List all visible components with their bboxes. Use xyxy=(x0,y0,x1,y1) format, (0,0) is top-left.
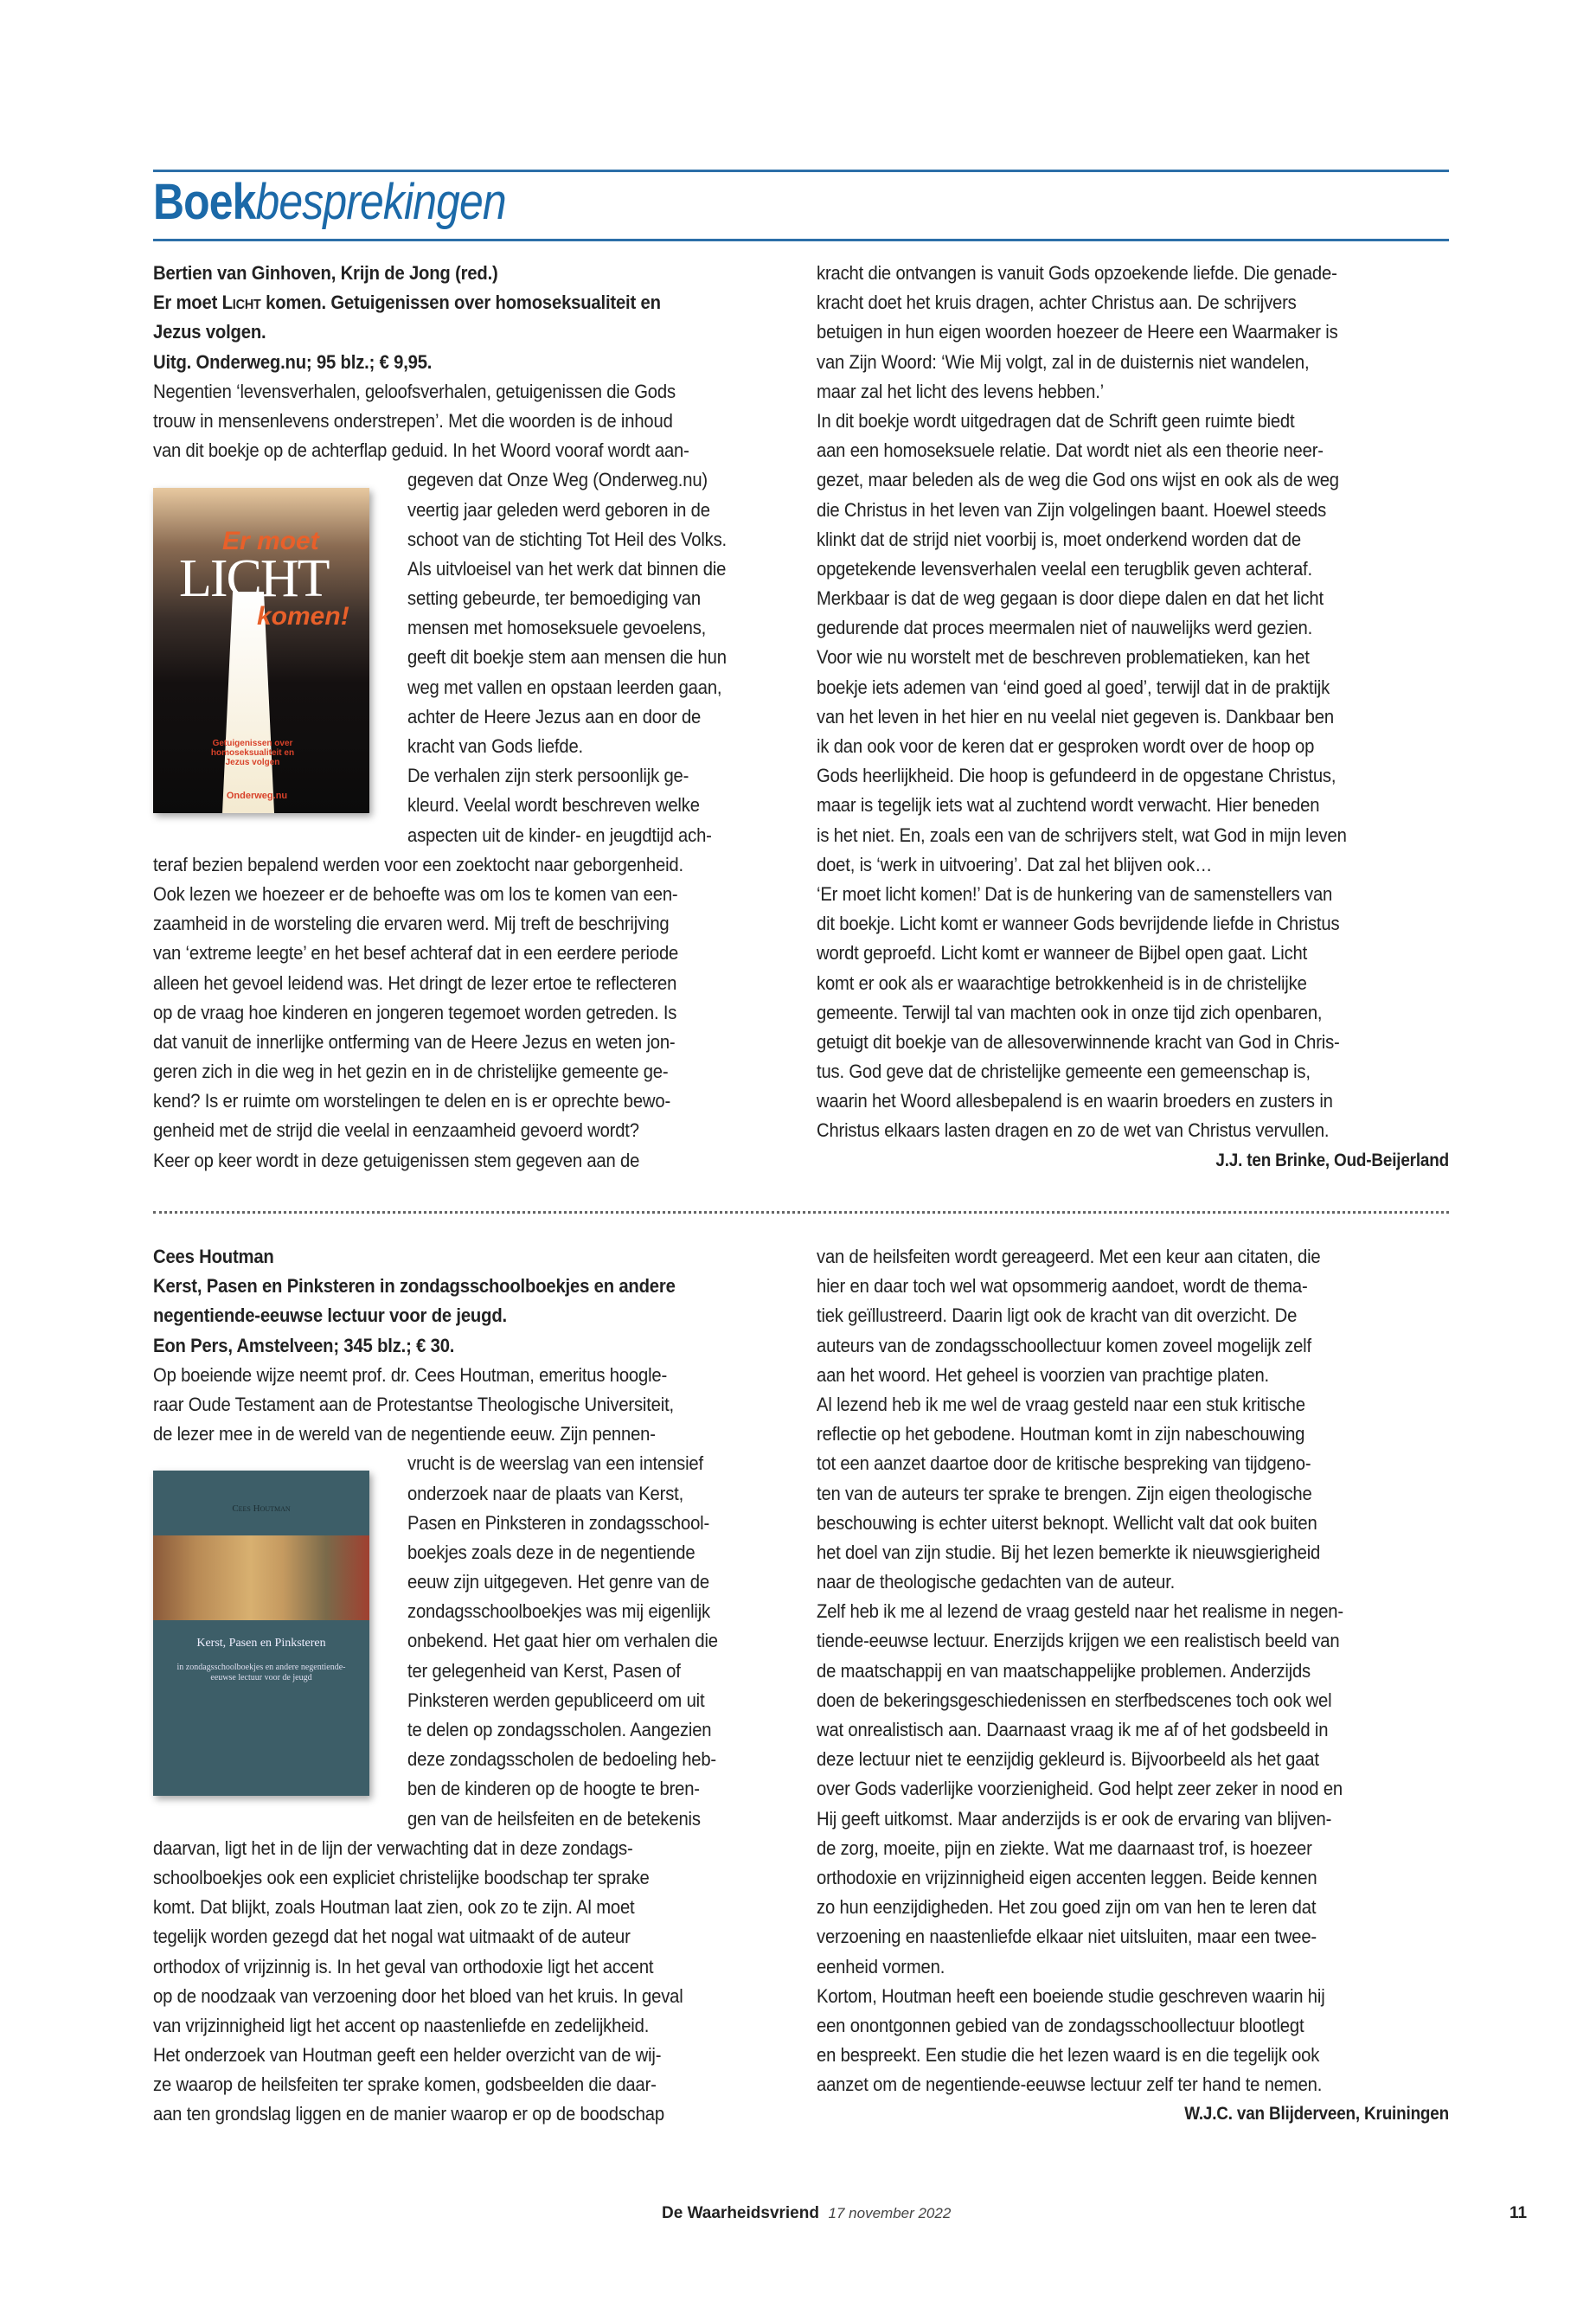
text-line: over Gods vaderlijke voorzienigheid. God helpt zeer zeker in nood en xyxy=(817,1778,1343,1800)
text-line: aan een homoseksuele relatie. Dat wordt niet als een theorie neer- xyxy=(817,439,1324,462)
text-line: gedurende dat proces meermalen niet of nauwelijks werd gezien. xyxy=(817,617,1313,639)
text-line: kracht die ontvangen is vanuit Gods opzoekende liefde. Die genade- xyxy=(817,262,1337,284)
text-line: kleurd. Veelal wordt beschreven welke xyxy=(407,794,700,817)
text-line: dit boekje. Licht komt er wanneer Gods bevrijdende liefde in Christus xyxy=(817,913,1340,935)
text-line: eeuw zijn uitgegeven. Het genre van de xyxy=(407,1571,709,1593)
cover-subtitle: Getuigenissen over homoseksualiteit en Jezus volgen xyxy=(210,739,295,767)
text-line: de maatschappij en van maatschappelijke problemen. Anderzijds xyxy=(817,1659,1311,1682)
text-line: aan het woord. Het geheel is voorzien van prachtige platen. xyxy=(817,1363,1269,1386)
text-line: van het leven in het hier en nu veelal niet gegeven is. Dankbaar ben xyxy=(817,705,1334,727)
text-line: veertig jaar geleden werd geboren in de xyxy=(407,498,710,521)
text-line: Christus elkaars lasten dragen en zo de wet van Christus vervullen. xyxy=(817,1119,1330,1142)
text-line: die Christus in het leven van Zijn volgelingen baant. Hoewel steeds xyxy=(817,498,1327,521)
text-line: Merkbaar is dat de weg gegaan is door diepe dalen en dat het licht xyxy=(817,587,1324,610)
text-line: Negentien ‘levensverhalen, geloofsverhalen, getuigenissen die Gods xyxy=(153,380,676,402)
text-line: maar zal het licht des levens hebben.’ xyxy=(817,380,1104,402)
review-body-continued xyxy=(817,1242,1457,2099)
text-line: opgetekende levensverhalen veelal een terugblik geven achteraf. xyxy=(817,557,1312,580)
text-line: kend? Is er ruimte om worstelingen te delen en is er oprechte bewo- xyxy=(153,1090,671,1112)
text-line: geren zich in die weg in het gezin en in de christelijke gemeente ge- xyxy=(153,1061,669,1083)
cover-text: LICHT xyxy=(179,549,329,608)
text-line: raar Oude Testament aan de Protestantse Theologische Universiteit, xyxy=(153,1393,674,1415)
text-line: gen van de heilsfeiten en de betekenis xyxy=(407,1807,701,1830)
cover-author: Cees Houtman xyxy=(232,1503,291,1514)
text-line: aan ten grondslag liggen en de manier waarop er op de boodschap xyxy=(153,2103,664,2125)
text-line: orthodoxie en vrijzinnigheid eigen accenten leggen. Beide kennen xyxy=(817,1866,1317,1888)
text-line: reflectie op het gebodene. Houtman komt in zijn nabeschouwing xyxy=(817,1423,1305,1445)
text-line: de lezer mee in de wereld van de negentiende eeuw. Zijn pennen- xyxy=(153,1423,656,1445)
review-publisher: Uitg. Onderweg.nu; 95 blz.; € 9,95. xyxy=(153,350,433,373)
text-line: deze zondagsscholen de bedoeling heb- xyxy=(407,1748,717,1771)
text-line: beschouwing is echter uiterst beknopt. Wellicht valt dat ook buiten xyxy=(817,1511,1317,1534)
text-line: van Zijn Woord: ‘Wie Mij volgt, zal in de duisternis niet wandelen, xyxy=(817,350,1310,373)
review-author: Bertien van Ginhoven, Krijn de Jong (red.) xyxy=(153,262,498,284)
text-line: te delen op zondagsscholen. Aangezien xyxy=(407,1719,712,1740)
text-line: auteurs van de zondagsschoollectuur komen zoveel mogelijk zelf xyxy=(817,1334,1311,1356)
text-line: tiek geïllustreerd. Daarin ligt ook de kracht van dit overzicht. De xyxy=(817,1304,1298,1327)
book-cover-er-moet-licht-komen xyxy=(153,488,369,813)
text-line: onbekend. Het gaat hier om verhalen die xyxy=(407,1630,718,1652)
text-line: De verhalen zijn sterk persoonlijk ge- xyxy=(407,765,689,787)
review-1-right-column xyxy=(817,259,1457,1176)
text-line: op de vraag hoe kinderen en jongeren tegemoet worden getreden. Is xyxy=(153,1001,677,1023)
text-line: de zorg, moeite, pijn en ziekte. Wat me daarnaast trof, is hoezeer xyxy=(817,1836,1312,1859)
text-line: hier en daar toch wel wat opsommerig aandoet, wordt de thema- xyxy=(817,1275,1308,1298)
text-line: genheid met de strijd die veelal in eenzaamheid gevoerd wordt? xyxy=(153,1119,639,1142)
text-line: schoot van de stichting Tot Heil des Volks. xyxy=(407,528,727,550)
text-line: ze waarop de heilsfeiten ter sprake komen, godsbeelden die daar- xyxy=(153,2073,657,2096)
text-line: deze lectuur niet te eenzijdig gekleurd is. Bijvoorbeeld als het gaat xyxy=(817,1748,1319,1771)
text-line: van de heilsfeiten wordt gereageerd. Met een keur aan citaten, die xyxy=(817,1246,1321,1267)
text-line: dat vanuit de innerlijke ontferming van de Heere Jezus en weten jon- xyxy=(153,1030,676,1053)
text-line: en bespreekt. Een studie die het lezen waard is en die tegelijk ook xyxy=(817,2044,1320,2067)
text-line: Op boeiende wijze neemt prof. dr. Cees Houtman, emeritus hoogle- xyxy=(153,1363,668,1386)
cover-illustration xyxy=(153,1535,369,1620)
cover-subtitle: in zondagsschoolboekjes en andere negentiende-eeuwse lectuur voor de jeugd xyxy=(176,1663,346,1682)
review-body-continued xyxy=(817,259,1457,1146)
text-line: Hij geeft uitkomst. Maar anderzijds is er ook de ervaring van blijven- xyxy=(817,1807,1332,1830)
text-line: schoolboekjes ook een expliciet christelijke boodschap ter sprake xyxy=(153,1866,650,1888)
cover-publisher: Onderweg.nu xyxy=(226,791,288,801)
page-title xyxy=(153,173,506,231)
text-line: Gods heerlijkheid. Die hoop is gefundeerd in de opgestane Christus, xyxy=(817,765,1336,787)
cover-text: Er moet xyxy=(222,527,319,555)
text-line: aanzet om de negentiende-eeuwse lectuur zelf ter hand te nemen. xyxy=(817,2073,1323,2096)
text-line: ben de kinderen op de hoogte te bren- xyxy=(407,1778,700,1800)
review-separator xyxy=(153,1211,1449,1214)
text-line: klinkt dat de strijd niet voorbij is, moet onderkend worden dat de xyxy=(817,528,1301,550)
text-line: ik dan ook voor de keren dat er gesproken wordt over de hoop op xyxy=(817,735,1315,757)
text-line: zondagsschoolboekjes was mij eigenlijk xyxy=(407,1600,710,1623)
text-line: vrucht is de weerslag van een intensief xyxy=(407,1452,703,1475)
text-line: Pinksteren werden gepubliceerd om uit xyxy=(407,1689,705,1711)
header-rule-bottom xyxy=(153,239,1449,241)
text-line: achter de Heere Jezus aan en door de xyxy=(407,705,702,727)
page-number: 11 xyxy=(1509,2204,1528,2222)
text-line: komt er ook als er waarachtige betrokkenheid is in de christelijke xyxy=(817,971,1307,994)
text-line: van vrijzinnigheid ligt het accent op naastenliefde en zedelijkheid. xyxy=(153,2014,650,2036)
text-line: Pasen en Pinksteren in zondagsschool- xyxy=(407,1511,710,1534)
title-bold: Boek xyxy=(153,174,256,230)
text-line: Kortom, Houtman heeft een boeiende studie geschreven waarin hij xyxy=(817,1984,1325,2007)
title-italic: besprekingen xyxy=(255,174,506,230)
text-line: van dit boekje op de achterflap geduid. In het Woord vooraf wordt aan- xyxy=(153,439,689,462)
text-line: setting gebeurde, ter bemoediging van xyxy=(407,587,701,610)
review-2-right-column xyxy=(817,1242,1457,2130)
text-line: tiende-eeuwse lectuur. Enerzijds krijgen we een realistisch beeld van xyxy=(817,1630,1340,1652)
text-line: alleen het gevoel leidend was. Het dringt de lezer ertoe te reflecteren xyxy=(153,971,677,994)
text-line: boekje iets ademen van ‘eind goed al goed’, terwijl dat in de praktijk xyxy=(817,676,1330,698)
cover-text: komen! xyxy=(257,602,349,631)
text-line: weg met vallen en opstaan leerden gaan, xyxy=(407,676,722,698)
text-line: kracht van Gods liefde. xyxy=(407,735,583,757)
text-line: naar de theologische gedachten van de auteur. xyxy=(817,1571,1176,1593)
publication-date: 17 november 2022 xyxy=(828,2205,952,2221)
text-line: betuigen in hun eigen woorden hoezeer de Heere een Waarmaker is xyxy=(817,321,1338,343)
text-line: van ‘extreme leegte’ en het besef achteraf dat in een eerdere periode xyxy=(153,942,679,965)
header-rule-top xyxy=(153,170,1449,172)
text-line: komt. Dat blijkt, zoals Houtman laat zien, ook zo te zijn. Al moet xyxy=(153,1896,635,1919)
text-line: zo hun eenzijdigheden. Het zou goed zijn om van hen te leren dat xyxy=(817,1896,1317,1919)
text-line: onderzoek naar de plaats van Kerst, xyxy=(407,1482,684,1504)
text-line: tot een aanzet daartoe door de kritische bespreking van tijdgeno- xyxy=(817,1452,1311,1475)
footer xyxy=(662,2204,951,2223)
text-line: Het onderzoek van Houtman geeft een helder overzicht van de wij- xyxy=(153,2044,662,2067)
text-line: ‘Er moet licht komen!’ Dat is de hunkering van de samenstellers van xyxy=(817,882,1333,905)
text-line: geeft dit boekje stem aan mensen die hun xyxy=(407,646,727,669)
text-line: daarvan, ligt het in de lijn der verwachting dat in deze zondags- xyxy=(153,1836,633,1859)
text-line: wordt geproefd. Licht komt er wanneer de Bijbel open gaat. Licht xyxy=(817,942,1308,965)
review-book-title-cont: negentiende-eeuwse lectuur voor de jeugd. xyxy=(153,1304,507,1327)
text-line: gegeven dat Onze Weg (Onderweg.nu) xyxy=(407,469,708,491)
review-author: Cees Houtman xyxy=(153,1246,274,1267)
text-line: kracht doet het kruis dragen, achter Christus aan. De schrijvers xyxy=(817,292,1297,314)
text-line: is het niet. En, zoals een van de schrijvers stelt, wat God in mijn leven xyxy=(817,824,1347,846)
text-line: waarin het Woord allesbepalend is en waarin broeders en zusters in xyxy=(817,1090,1333,1112)
text-line: Al lezend heb ik me wel de vraag gesteld naar een stuk kritische xyxy=(817,1393,1305,1415)
text-line: Als uitvloeisel van het werk dat binnen die xyxy=(407,557,727,580)
text-line: ter gelegenheid van Kerst, Pasen of xyxy=(407,1659,681,1682)
text-line: tegelijk worden gezegd dat het nogal wat uitmaakt of de auteur xyxy=(153,1926,631,1948)
text-line: op de noodzaak van verzoening door het bloed van het kruis. In geval xyxy=(153,1984,683,2007)
text-line: doet, is ‘werk in uitvoering’. Dat zal het blijven ook… xyxy=(817,853,1213,875)
text-line: eenheid vormen. xyxy=(817,1955,945,1977)
text-line: Voor wie nu worstelt met de beschreven problematieken, kan het xyxy=(817,646,1310,669)
text-line: trouw in mensenlevens onderstrepen’. Met die woorden is de inhoud xyxy=(153,409,673,432)
text-line: Ook lezen we hoezeer er de behoefte was om los te komen van een- xyxy=(153,882,678,905)
cover-title: Kerst, Pasen en Pinksteren xyxy=(196,1637,326,1650)
text-line: wat onrealistisch aan. Daarnaast vraag ik me af of het godsbeeld in xyxy=(817,1719,1329,1740)
review-signature: J.J. ten Brinke, Oud-Beijerland xyxy=(1215,1150,1449,1170)
text-line: mensen met homoseksuele gevoelens, xyxy=(407,617,707,639)
text-line: Zelf heb ik me al lezend de vraag gesteld naar het realisme in negen- xyxy=(817,1600,1343,1623)
text-line: orthodox of vrijzinnig is. In het geval van orthodoxie ligt het accent xyxy=(153,1955,654,1977)
publication-name: De Waarheidsvriend xyxy=(662,2204,819,2222)
text-line: een onontgonnen gebied van de zondagsschoollectuur blootlegt xyxy=(817,2014,1304,2036)
text-line: zaamheid in de worsteling die ervaren werd. Mij treft de beschrijving xyxy=(153,913,670,935)
text-line: getuigt dit boekje van de allesoverwinnende kracht van God in Chris- xyxy=(817,1030,1340,1053)
review-book-title: Kerst, Pasen en Pinksteren in zondagsschoolboekjes en andere xyxy=(153,1275,676,1298)
text-line: In dit boekje wordt uitgedragen dat de Schrift geen ruimte biedt xyxy=(817,409,1295,432)
text-line: aspecten uit de kinder- en jeugdtijd ach- xyxy=(407,824,712,846)
text-line: gemeente. Terwijl tal van machten ook in onze tijd zich openbaren, xyxy=(817,1001,1323,1023)
review-book-title-cont: Jezus volgen. xyxy=(153,321,266,343)
text-line: gezet, maar beleden als de weg die God ons wijst en ook als de weg xyxy=(817,469,1339,491)
text-line: ten van de auteurs ter sprake te brengen. Zijn eigen theologische xyxy=(817,1482,1312,1504)
text-line: verzoening en naastenliefde elkaar niet uitsluiten, maar een twee- xyxy=(817,1926,1317,1948)
text-line: het doel van zijn studie. Bij het lezen bemerkte ik nieuwsgierigheid xyxy=(817,1541,1321,1563)
text-line: tus. God geve dat de christelijke gemeente een gemeenschap is, xyxy=(817,1061,1311,1083)
review-publisher: Eon Pers, Amstelveen; 345 blz.; € 30. xyxy=(153,1334,455,1356)
text-line: doen de bekeringsgeschiedenissen en sterfbedscenes toch ook wel xyxy=(817,1689,1332,1711)
review-signature: W.J.C. van Blijderveen, Kruiningen xyxy=(1184,2104,1449,2125)
text-line: teraf bezien bepalend werden voor een zoektocht naar geborgenheid. xyxy=(153,853,683,875)
text-line: Keer op keer wordt in deze getuigenissen stem gegeven aan de xyxy=(153,1149,640,1171)
review-book-title: Er moet Licht komen. Getuigenissen over homoseksualiteit en xyxy=(153,292,661,314)
text-line: boekjes zoals deze in de negentiende xyxy=(407,1541,695,1563)
book-cover-kerst-pasen-pinksteren xyxy=(153,1471,369,1796)
text-line: maar is tegelijk iets wat al zuchtend wordt verwacht. Hier beneden xyxy=(817,794,1320,817)
